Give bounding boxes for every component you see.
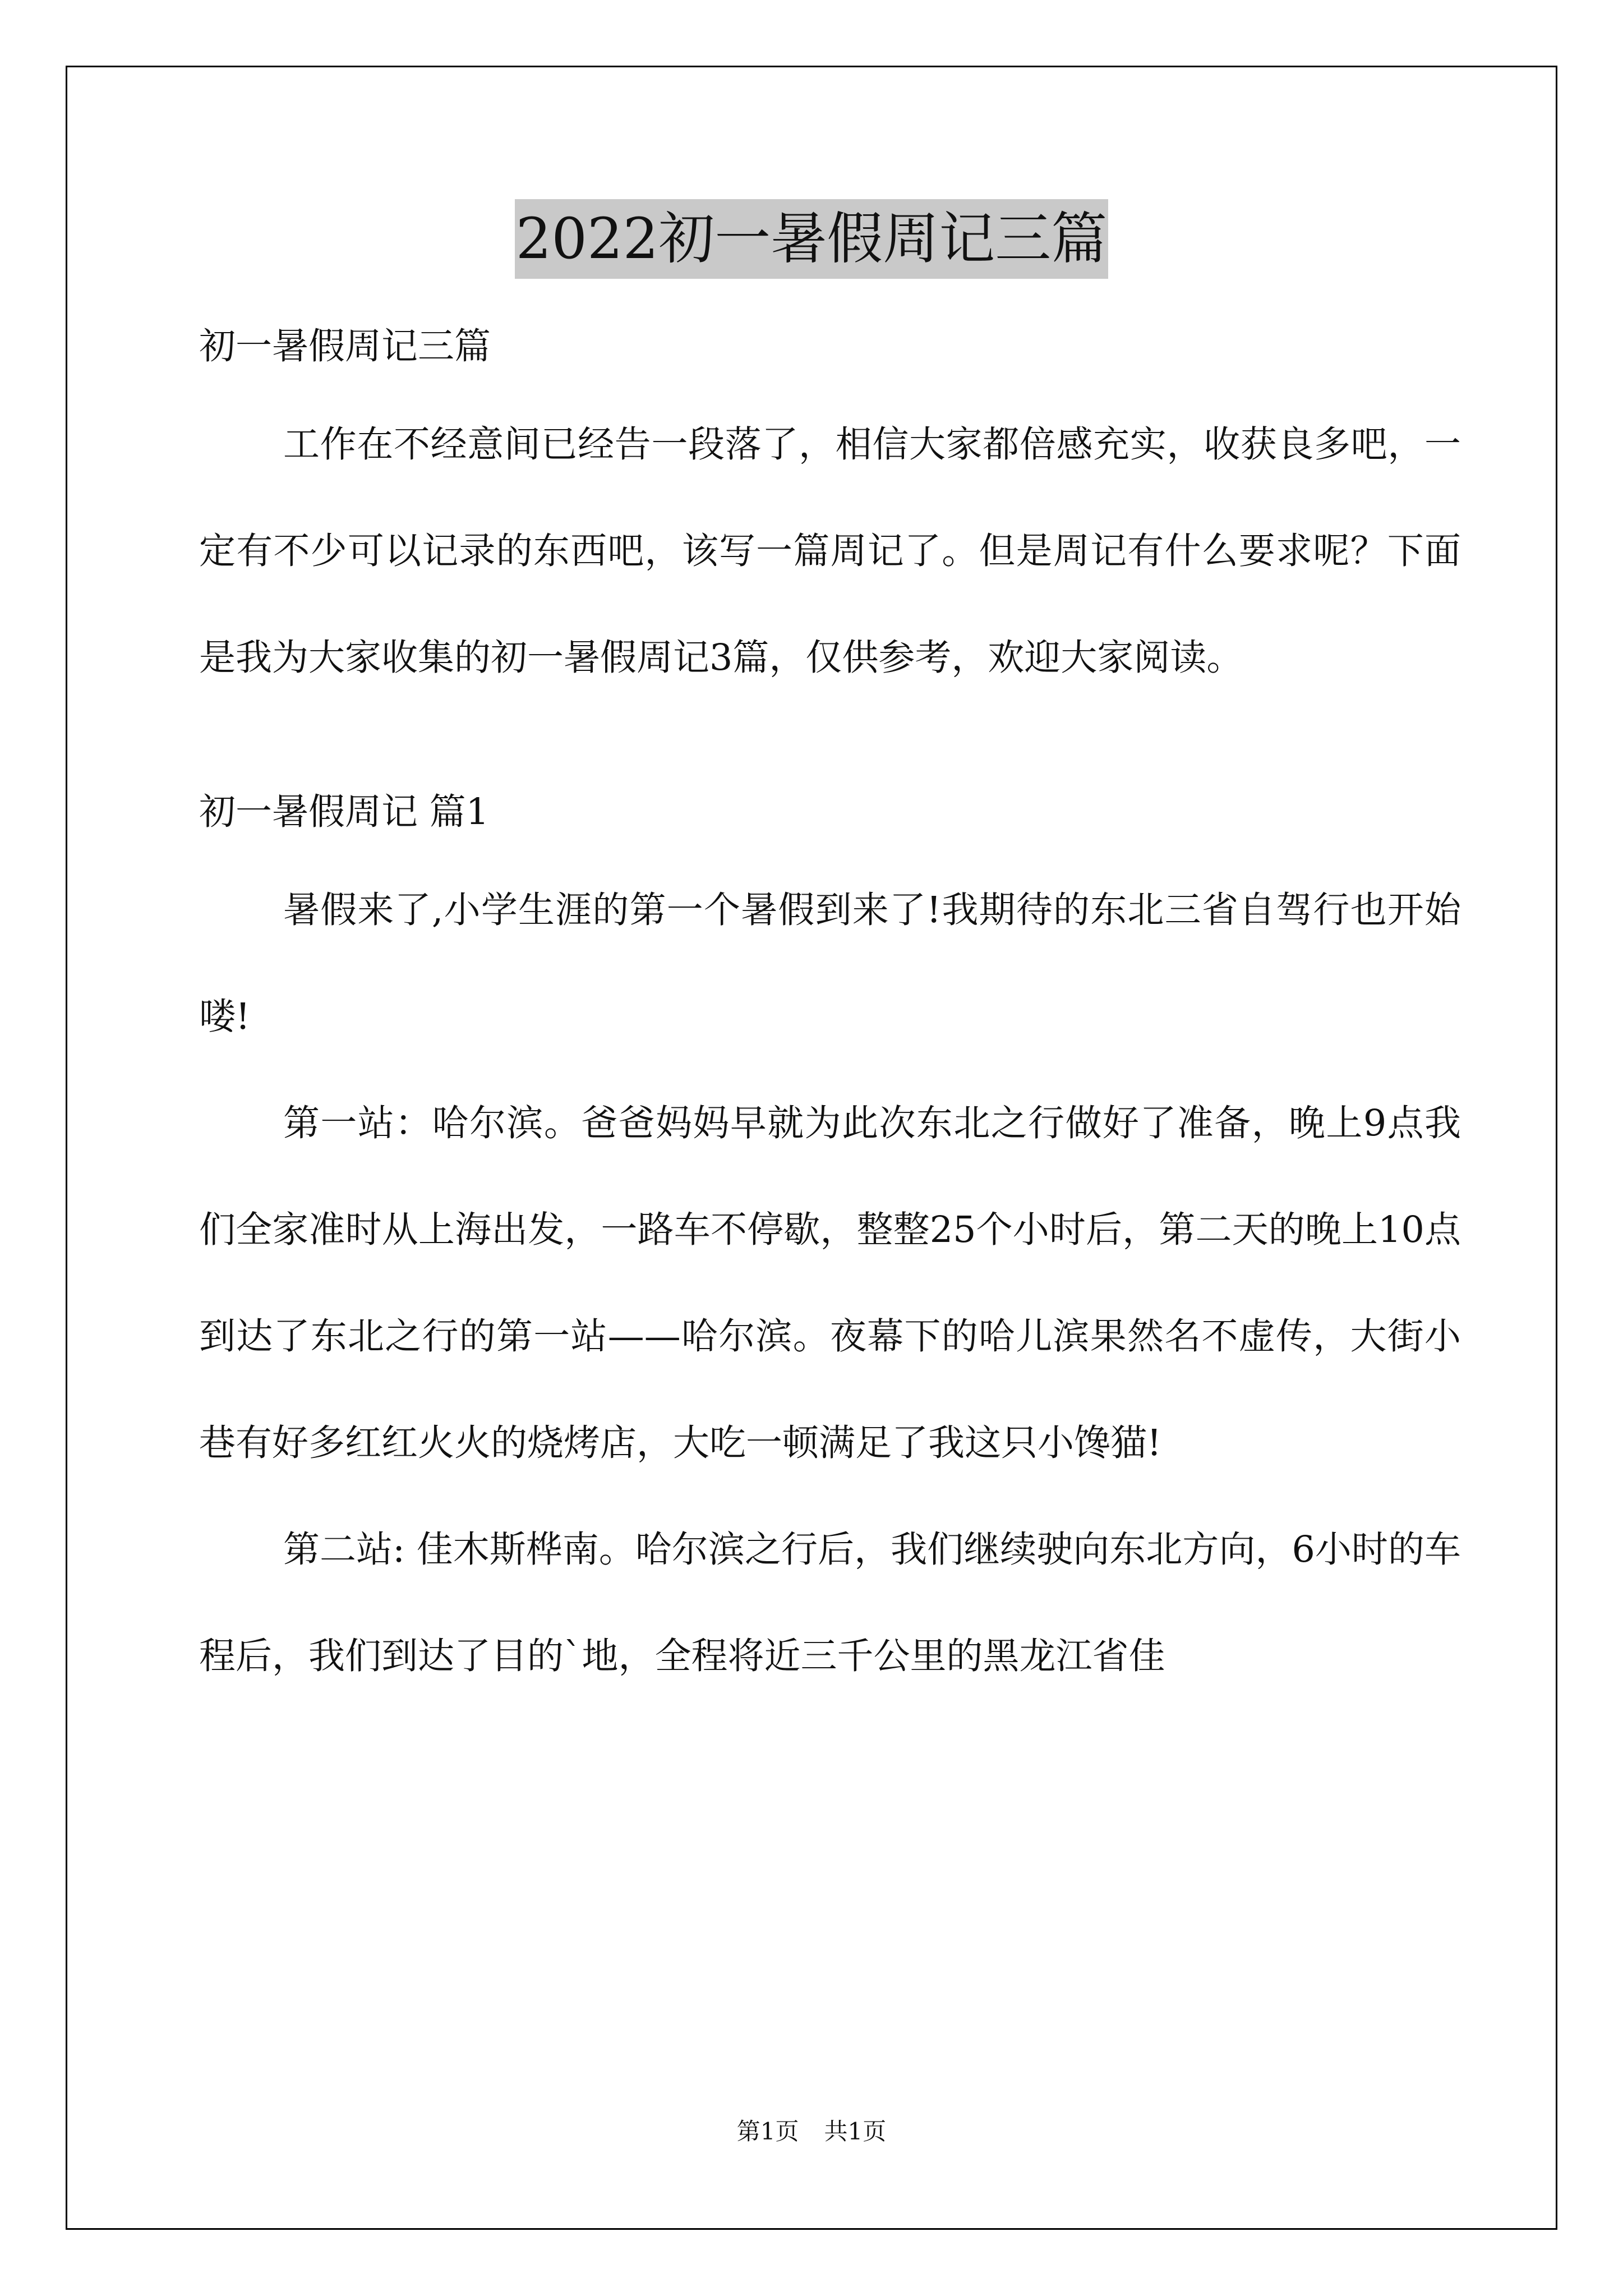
document-title — [0, 199, 1623, 279]
page-footer — [0, 2115, 1623, 2148]
section-heading-1: 初一暑假周记 篇1 — [199, 791, 490, 833]
page-number: 第1页 — [736, 2118, 799, 2145]
document-subtitle: 初一暑假周记三篇 — [199, 325, 491, 367]
page-total: 共1页 — [824, 2118, 887, 2145]
intro-paragraph: 工作在不经意间已经告一段落了，相信大家都倍感充实，收获良多吧，一定有不少可以记录的东西吧，该写一篇周记了。但是周记有什么要求呢？下面是我为大家收集的初一暑假周记3篇，仅供参考，欢迎大家阅读。 — [199, 424, 1461, 679]
body-paragraph: 暑假来了,小学生涯的第一个暑假到来了!我期待的东北三省自驾行也开始喽! — [199, 889, 1461, 1038]
document-body — [199, 302, 1461, 1710]
document-title-text: 2022初一暑假周记三篇 — [515, 199, 1109, 279]
body-paragraph: 第一站：哈尔滨。爸爸妈妈早就为此次东北之行做好了准备，晚上9点我们全家准时从上海出发，一路车不停歇，整整25个小时后，第二天的晚上10点到达了东北之行的第一站——哈尔滨。夜幕下的哈儿滨果然名不虚传，大街小巷有好多红红火火的烧烤店，大吃一顿满足了我这只小馋猫! — [199, 1102, 1461, 1464]
body-paragraph: 第二站: 佳木斯桦南。哈尔滨之行后，我们继续驶向东北方向，6小时的车程后，我们到达了目的`地，全程将近三千公里的黑龙江省佳 — [199, 1529, 1461, 1677]
